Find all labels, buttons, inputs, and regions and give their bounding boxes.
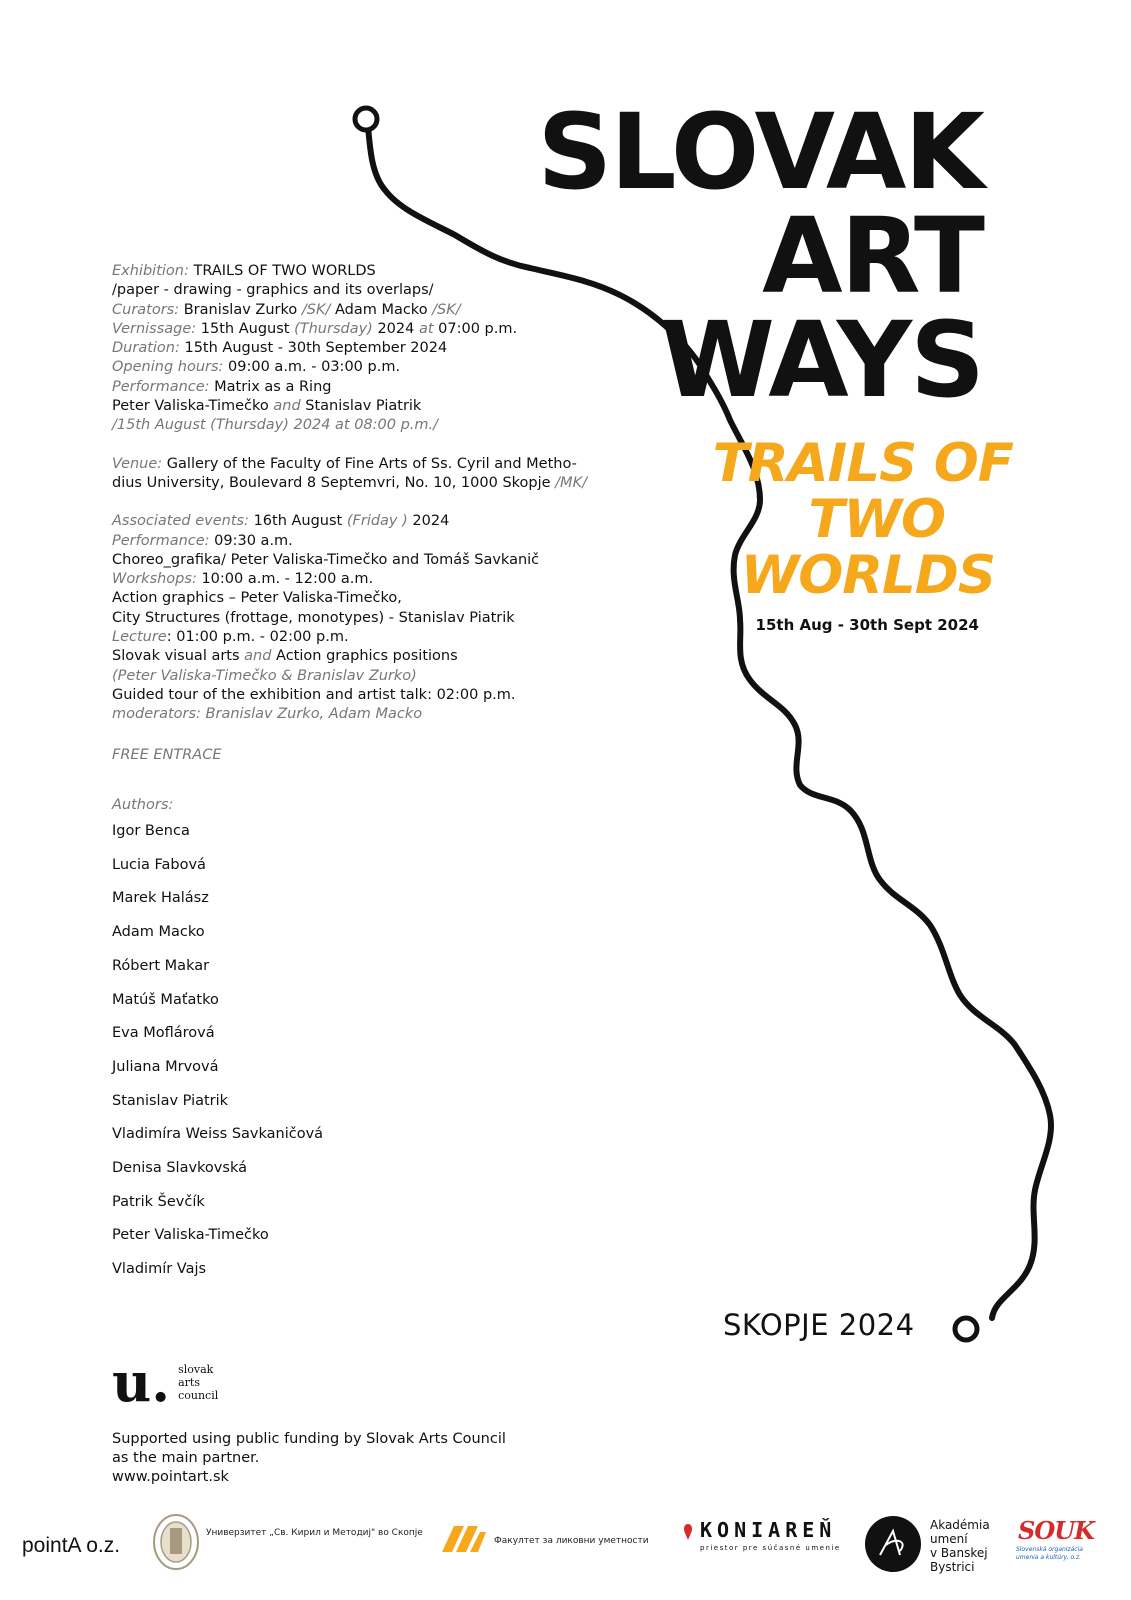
- author-name: Juliana Mrvová: [112, 1058, 219, 1075]
- choreo: Choreo_grafika/ Peter Valiska-Timečko and Tomáš Savkanič: [112, 551, 540, 568]
- souk-sub2: umenia a kultúry, o.z.: [1016, 1554, 1082, 1561]
- curator1: Branislav Zurko: [183, 301, 298, 318]
- assoc-year: 2024: [412, 513, 450, 530]
- guided-tour: Guided tour of the exhibition and artist talk: 02:00 p.m.: [112, 686, 516, 703]
- curator2-country: /SK/: [432, 301, 461, 318]
- faculty-logo-icon: [440, 1522, 488, 1556]
- action-graphics: Action graphics – Peter Valiska-Timečko,: [112, 590, 402, 607]
- performance-date: /15th August (Thursday) 2024 at 08:00 p.m./: [112, 417, 439, 434]
- workshops-time: 10:00 a.m. - 12:00 a.m.: [201, 571, 374, 588]
- performance-label: Performance:: [112, 378, 210, 395]
- support-line1: Supported using public funding by Slovak Arts Council: [112, 1431, 506, 1447]
- exhibition-sub: /paper - drawing - graphics and its overlaps/: [112, 282, 434, 299]
- council-line3: council: [178, 1389, 219, 1402]
- venue-line2: dius University, Boulevard 8 Septemvri, No. 10, 1000 Skopje: [112, 474, 551, 491]
- lecture-label: Lecture: [112, 629, 167, 646]
- title-line2: ART: [762, 195, 983, 317]
- vernissage-label: Vernissage:: [112, 320, 197, 337]
- hours-value: 09:00 a.m. - 03:00 p.m.: [228, 359, 401, 376]
- author-name: Peter Valiska-Timečko: [112, 1227, 269, 1244]
- author-name: Vladimíra Weiss Savkaničová: [112, 1126, 324, 1143]
- curator1-country: /SK/: [301, 301, 331, 318]
- koniaren-mark-icon: [682, 1523, 694, 1541]
- faculty-name: Факултет за ликовни уметности: [494, 1536, 649, 1546]
- vernissage-year: 2024: [377, 320, 415, 337]
- subtitle-line2: TWO: [808, 489, 945, 550]
- hours-label: Opening hours:: [112, 359, 224, 376]
- author-name: Adam Macko: [112, 924, 205, 941]
- lecture-and: and: [244, 648, 272, 665]
- free-entrance: FREE ENTRACE: [112, 746, 222, 763]
- council-line2: arts: [178, 1376, 200, 1389]
- koniaren-subtitle: priestor pre súčasné umenie: [700, 1544, 841, 1552]
- performance-value: Matrix as a Ring: [214, 378, 332, 395]
- council-letter: u: [112, 1350, 152, 1414]
- title-line3: WAYS: [660, 299, 983, 421]
- venue-label: Venue:: [112, 455, 163, 472]
- city-year: SKOPJE 2024: [723, 1308, 915, 1342]
- trail-end-icon: [955, 1318, 977, 1340]
- vernissage-time: 07:00 p.m.: [438, 320, 518, 337]
- and-text: and: [273, 398, 301, 415]
- author-name: Eva Moflárová: [112, 1025, 215, 1042]
- exhibition-dates: 15th Aug - 30th Sept 2024: [755, 616, 979, 634]
- souk-sub1: Slovenská organizácia: [1016, 1546, 1083, 1553]
- support-line2: as the main partner.: [112, 1450, 260, 1466]
- council-line1: slovak: [178, 1363, 214, 1376]
- lecture-part2: Action graphics positions: [276, 648, 458, 665]
- moderators: moderators: Branislav Zurko, Adam Macko: [112, 706, 423, 723]
- pointa-logo: pointA o.z.: [22, 1534, 121, 1557]
- curator2: Adam Macko: [334, 301, 428, 318]
- author-name: Róbert Makar: [112, 957, 210, 974]
- koniaren-logo: KONIAREŇ: [700, 1518, 837, 1542]
- perf2-time: 09:30 a.m.: [214, 532, 293, 549]
- souk-logo: SOUK: [1018, 1516, 1095, 1545]
- performer1: Peter Valiska-Timečko: [112, 398, 269, 415]
- city-structures: City Structures (frottage, monotypes) - Stanislav Piatrik: [112, 609, 515, 626]
- author-name: Vladimír Vajs: [112, 1261, 207, 1278]
- authors-list: [112, 796, 323, 1287]
- slovak-arts-council-logo: u . slovak arts council: [112, 1350, 219, 1414]
- lecture-part1: Slovak visual arts: [112, 648, 240, 665]
- lecture-time: : 01:00 p.m. - 02:00 p.m.: [166, 629, 349, 646]
- souk-subtitle: [1016, 1546, 1083, 1562]
- venue-country: /MK/: [555, 474, 587, 491]
- assoc-day: (Friday ): [346, 513, 408, 530]
- duration-label: Duration:: [112, 340, 180, 357]
- trail-start-icon: [355, 108, 377, 130]
- akademia-line2: umení: [930, 1532, 968, 1546]
- akademia-line4: Bystrici: [930, 1560, 975, 1574]
- author-name: Stanislav Piatrik: [112, 1092, 229, 1109]
- akademia-line1: Akadémia: [930, 1518, 990, 1532]
- assoc-date: 16th August: [253, 513, 343, 530]
- assoc-label: Associated events:: [112, 513, 249, 530]
- curators-label: Curators:: [112, 301, 180, 318]
- title-line1: SLOVAK: [537, 91, 983, 213]
- exhibition-label: Exhibition:: [112, 263, 189, 279]
- university-seal-icon: [150, 1512, 202, 1572]
- author-name: Marek Halász: [112, 890, 209, 907]
- akademia-logo-icon: [864, 1515, 922, 1573]
- venue-line1: Gallery of the Faculty of Fine Arts of Ss. Cyril and Metho-: [166, 455, 577, 472]
- subtitle-line3: WORLDS: [740, 545, 995, 606]
- duration-value: 15th August - 30th September 2024: [184, 340, 448, 357]
- vernissage-at: at: [418, 320, 434, 337]
- performer2: Stanislav Piatrik: [305, 398, 422, 415]
- support-url[interactable]: www.pointart.sk: [112, 1469, 229, 1485]
- akademia-line3: v Banskej: [930, 1546, 988, 1560]
- author-name: Patrik Ševčík: [112, 1193, 205, 1210]
- author-name: Matúš Maťatko: [112, 991, 219, 1008]
- author-name: Lucia Fabová: [112, 856, 206, 873]
- lecture-speakers: (Peter Valiska-Timečko & Branislav Zurko): [112, 667, 417, 684]
- workshops-label: Workshops:: [112, 571, 197, 588]
- author-name: Igor Benca: [112, 823, 190, 839]
- vernissage-date: 15th August: [200, 320, 290, 337]
- vernissage-day: (Thursday): [294, 320, 373, 337]
- perf2-label: Performance:: [112, 532, 210, 549]
- university-name: Универзитет „Св. Кирил и Методиј" во Скопје: [206, 1528, 423, 1538]
- subtitle-line1: TRAILS OF: [712, 433, 1013, 494]
- exhibition-value: TRAILS OF TWO WORLDS: [193, 263, 376, 279]
- akademia-name: [930, 1518, 990, 1574]
- authors-label: Authors:: [112, 797, 174, 813]
- info-block: [112, 262, 632, 765]
- support-text: [112, 1430, 506, 1487]
- author-name: Denisa Slavkovská: [112, 1160, 247, 1177]
